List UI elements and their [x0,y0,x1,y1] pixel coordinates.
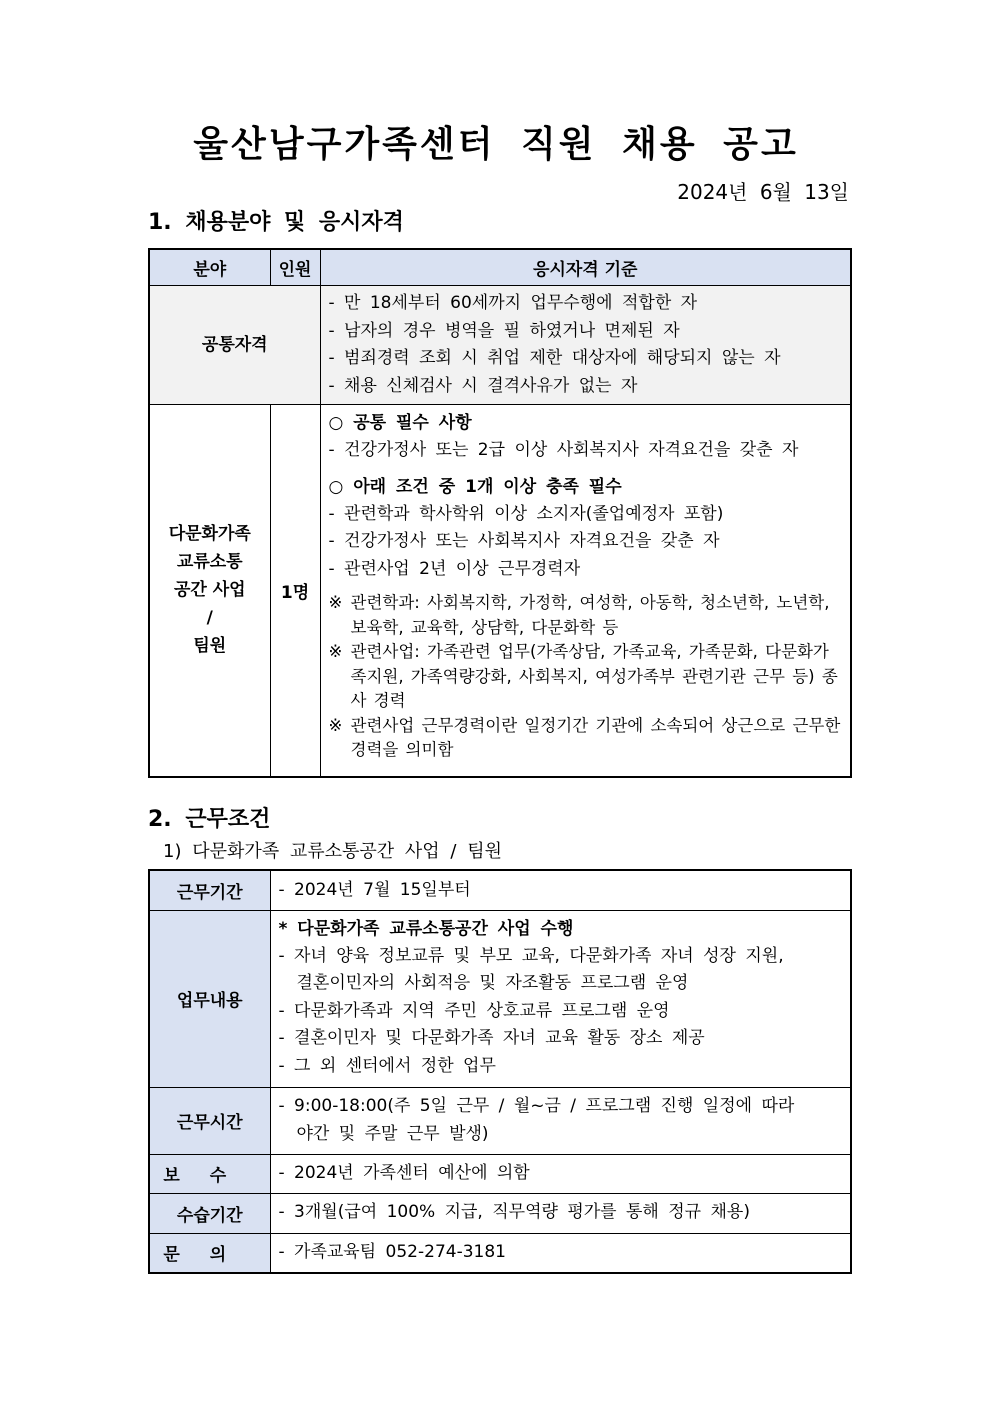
duties-row [149,910,851,1087]
list-item: - 관련사업 2년 이상 근무경력자 [328,558,581,579]
pay-value: - 2024년 가족센터 예산에 의함 [278,1162,530,1183]
hours-value: - 9:00-18:00(주 5일 근무 / 월~금 / 프로그램 진행 일정에 따라 [278,1096,795,1116]
common-qualification-row [149,286,851,405]
position-label-line: 공간 사업 [173,580,246,601]
position-label-line: 팀원 [193,636,227,657]
header-count: 인원 [270,249,320,286]
probation-value: - 3개월(급여 100% 지급, 직무역량 평가를 통해 정규 채용) [278,1202,750,1223]
common-items [320,286,851,405]
position-label-line: 교류소통 [176,552,243,573]
common-label: 공통자격 [149,286,320,405]
table-header-row [149,249,851,286]
contact-label: 문의 [149,1233,270,1273]
probation-label: 수습기간 [149,1193,270,1233]
note [329,640,843,714]
section2-heading: 2. 근무조건 [148,807,271,832]
note-mark: ※ [328,642,343,661]
list-item: - 만 18세부터 60세까지 업무수행에 적합한 자 [328,293,698,313]
note-mark: ※ [328,593,343,612]
pay-label: 보수 [149,1154,270,1193]
list-item: - 그 외 센터에서 정한 업무 [278,1055,496,1076]
hours-label: 근무시간 [149,1087,270,1154]
position-label-line: 다문화가족 [168,524,251,545]
pay-row [149,1154,851,1193]
position-label-line: / [206,608,213,629]
duties-label: 업무내용 [149,910,270,1087]
page-title: 울산남구가족센터 직원 채용 공고 [193,124,799,165]
hours-value-continuation: 야간 및 주말 근무 발생) [296,1123,489,1144]
required-title: ○ 공통 필수 사항 [328,413,472,433]
list-item: - 건강가정사 또는 2급 이상 사회복지사 자격요건을 갖춘 자 [328,440,799,460]
list-item: - 다문화가족과 지역 주민 상호교류 프로그램 운영 [278,1000,670,1021]
section2-subheading: 1) 다문화가족 교류소통공간 사업 / 팀원 [163,841,502,862]
list-item-continuation: 결혼이민자의 사회적응 및 자조활동 프로그램 운영 [296,973,689,993]
note-text: 관련사업: 가족관련 업무(가족상담, 가족교육, 가족문화, 다문화가족지원, 가족역량강화, 사회복지, 여성가족부 관련기관 근무 등) 종사 경력 [350,642,838,710]
note-mark: ※ [328,715,343,735]
header-criteria: 응시자격 기준 [320,249,851,286]
list-item: - 남자의 경우 병역을 필 하였거나 면제된 자 [328,320,680,341]
section1-heading: 1. 채용분야 및 응시자격 [148,210,404,235]
position-row [149,405,851,777]
header-field: 분야 [149,249,270,286]
qualification-table [148,248,852,778]
contact-row [149,1233,851,1273]
announcement-date: 2024년 6월 13일 [677,180,849,204]
period-value: - 2024년 7월 15일부터 [278,879,471,900]
probation-row [149,1193,851,1233]
hours-row [149,1087,851,1154]
note-text: 관련학과: 사회복지학, 가정학, 여성학, 아동학, 청소년학, 노년학, 보육학, 교육학, 상담학, 다문화학 등 [350,593,830,637]
note [329,714,843,763]
list-item: - 관련학과 학사학위 이상 소지자(졸업예정자 포함) [328,503,724,524]
period-label: 근무기간 [149,870,270,910]
position-count: 1명 [270,405,320,777]
list-item: - 자녀 양육 정보교류 및 부모 교육, 다문화가족 자녀 성장 지원, [278,945,784,966]
contact-value: - 가족교육팀 052-274-3181 [278,1242,506,1262]
position-label [149,405,270,777]
duties-title: * 다문화가족 교류소통공간 사업 수행 [278,918,574,939]
list-item: - 범죄경력 조회 시 취업 제한 대상자에 해당되지 않는 자 [328,348,781,368]
position-criteria [320,405,851,777]
note [329,591,843,640]
period-row [149,870,851,910]
list-item: - 채용 신체검사 시 결격사유가 없는 자 [328,375,638,396]
condition-title: ○ 아래 조건 중 1개 이상 충족 필수 [328,476,622,497]
list-item: - 건강가정사 또는 사회복지사 자격요건을 갖춘 자 [328,531,720,551]
list-item: - 결혼이민자 및 다문화가족 자녀 교육 활동 장소 제공 [278,1028,705,1048]
note-text: 관련사업 근무경력이란 일정기간 기관에 소속되어 상근으로 근무한 경력을 의미함 [350,715,841,759]
conditions-table [148,869,852,1274]
